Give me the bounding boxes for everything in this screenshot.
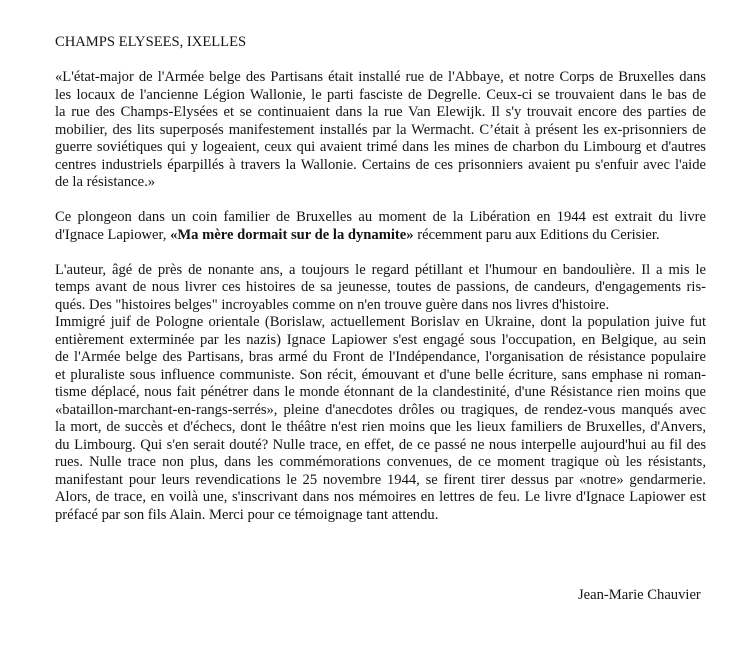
body-line: L'auteur, âgé de près de nonante ans, a toujours le regard pétillant et l'humour en bandoulière. Il a mis le	[55, 261, 706, 278]
body-line: la mort, de succès et d'échecs, dont le théâtre n'est rien moins que les lieux familiers de Bruxelles, d'Anvers,	[55, 419, 706, 435]
body-line: préfacé par son fils Alain. Merci pour ce témoignage tant attendu.	[55, 506, 439, 523]
body-line: rues. Nulle trace non plus, dans les commémorations convenues, de ce moment tragique où les résistants,	[55, 454, 706, 470]
intro-paragraph	[55, 209, 706, 244]
body-line: qués. Des "histoires belges" incroyables comme on n'en trouve guère dans nos livres d'histoire.	[55, 296, 610, 313]
book-title: «Ma mère dormait sur de la dynamite»	[170, 226, 414, 243]
author-signature: Jean-Marie Chauvier	[578, 587, 701, 603]
body-line: Alors, de trace, en voilà une, s'inscrivant dans nos mémoires en lettres de feu. Le livre d'Ignace Lapiower est	[55, 489, 706, 505]
quote-paragraph	[55, 69, 706, 192]
body-line: manifestant pour leurs revendications le 25 novembre 1944, se firent tirer dessus par «notre» gendarmerie.	[55, 471, 706, 488]
article	[55, 34, 706, 524]
quote-line: centres industriels éparpillés à travers la Wallonie. Certains de ces prisonniers avaient pu s'enfuir avec l'aide	[55, 156, 706, 173]
quote-line: «L'état-major de l'Armée belge des Partisans était installé rue de l'Abbaye, et notre Corps de Bruxelles dans	[55, 69, 706, 85]
quote-line: les locaux de l'ancienne Légion Wallonie, le parti fasciste de Degrelle. Ceux-ci se trouvaient dans le bas de	[55, 86, 706, 103]
quote-line: mobilier, des lits superposés manifestement installés par la Wermacht. C’était à présent les ex-prisonniers de	[55, 121, 706, 138]
body-paragraph	[55, 262, 706, 525]
quote-line: guerre soviétiques qui y logeaient, ceux qui avaient trimé dans les mines de charbon du Limbourg et d'autres	[55, 139, 706, 155]
quote-line: la rue des Champs-Elysées et se continuaient dans la rue Van Elewijk. Il s'y trouvait encore des parties de	[55, 104, 706, 120]
body-line: temps avant de nous livrer ces histoires de sa jeunesse, toutes de passions, de candeurs, d'engagements ris-	[55, 279, 706, 295]
intro-line: Ce plongeon dans un coin familier de Bruxelles au moment de la Libération en 1944 est extrait du livre	[55, 209, 706, 225]
body-line: entièrement exterminée par les nazis) Ignace Lapiower s'est engagé sous l'occupation, en Belgique, au sein	[55, 331, 706, 348]
body-line: de l'Armée belge des Partisans, bras armé du Front de l'Indépendance, l'organisation de résistance populaire	[55, 349, 706, 365]
intro-line	[55, 227, 706, 245]
body-line: «bataillon-marchant-en-rangs-serrés», pleine d'anecdotes drôles ou tragiques, de rendez-vous manqués avec	[55, 401, 706, 418]
body-line: et pluraliste sous influence communiste. Son récit, émouvant et d'une belle écriture, sans emphase ni roman-	[55, 366, 706, 383]
intro-text: récemment paru aux Editions du Cerisier.	[413, 226, 660, 243]
quote-line: de la résistance.»	[55, 174, 156, 190]
body-line: du Limbourg. Qui s'en serait douté? Nulle trace, en effet, de ce passé ne nous interpelle aujourd'hui au fil des	[55, 436, 706, 453]
intro-text: d'Ignace Lapiower,	[55, 226, 171, 243]
body-line: Immigré juif de Pologne orientale (Borislaw, actuellement Borislav en Ukraine, dont la population juive fut	[55, 314, 706, 330]
body-line: tisme déplacé, nous fait pénétrer dans le monde étonnant de la clandestinité, d'une Résistance rien moins que	[55, 384, 706, 400]
article-heading: CHAMPS ELYSEES, IXELLES	[55, 34, 247, 50]
